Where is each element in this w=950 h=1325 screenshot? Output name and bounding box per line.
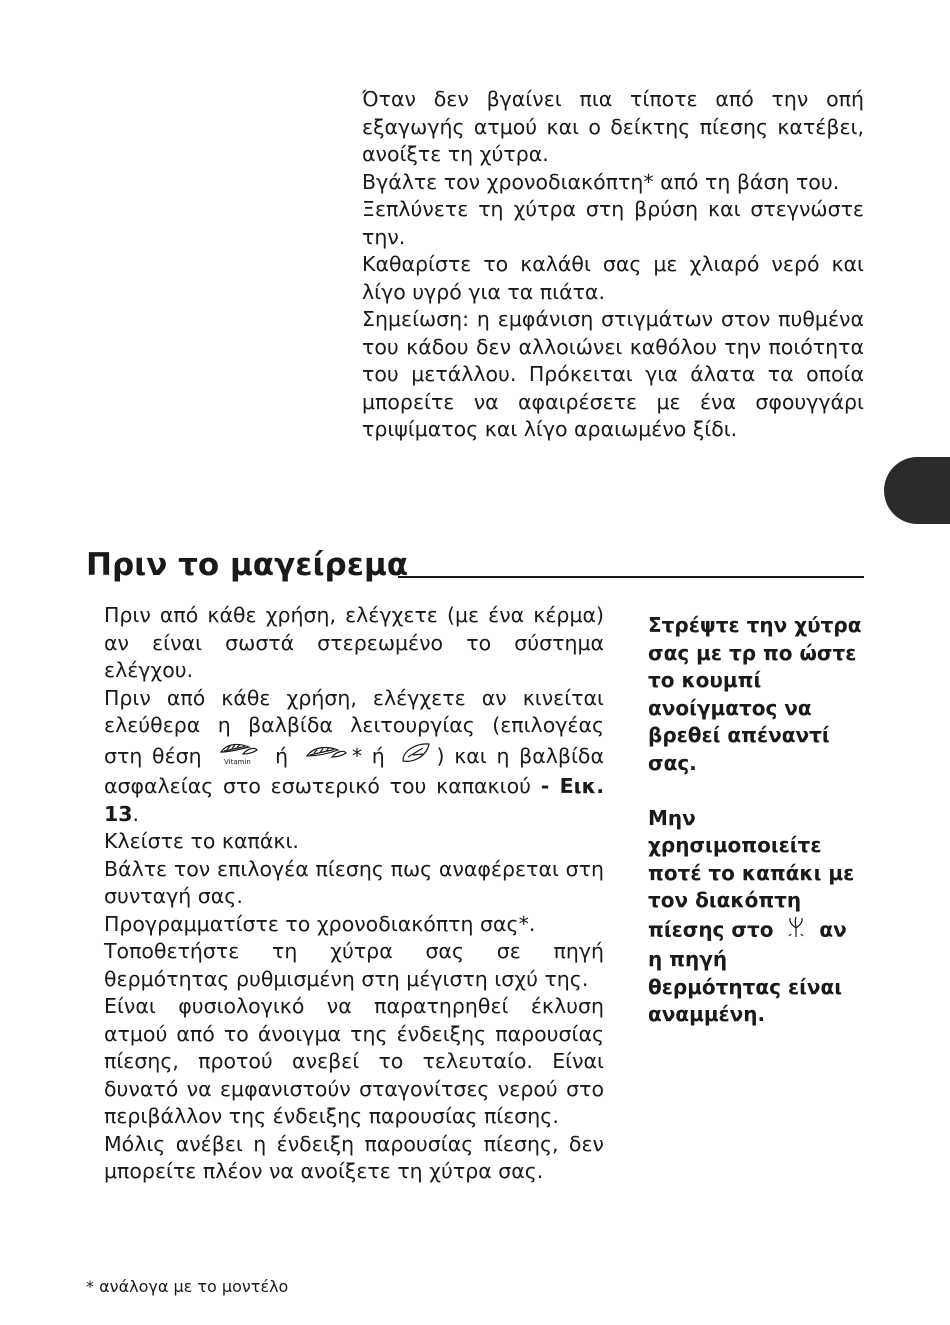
paragraph-heat-source: Τοποθετήστε τη χύτρα σας σε πηγή θερμότητας ρυθμισμένη στη μέγιστη ισχύ της. xyxy=(104,939,604,991)
heading-rule xyxy=(398,576,864,578)
paragraph-note-stains: Σημείωση: η εμφάνιση στιγμάτων στον πυθμένα του κάδου δεν αλλοιώνει καθόλου την ποιότητα του μετάλλου. Πρόκειται για άλατα τα οποία μπορείτε να αφαιρέσετε με ένα σφουγγάρι τριψίματος και λίγο αραιωμένο ξίδι. xyxy=(362,307,864,441)
vitamin-steam-icon xyxy=(215,740,261,774)
valve-text-end: ) και η βαλβίδα ασφαλείας στο εσωτερικό του καπακιού xyxy=(104,743,604,798)
warning-text-end: αν η πηγή θερμότητας είναι αναμμένη. xyxy=(648,916,847,1026)
valve-text-period: . xyxy=(132,801,140,826)
section-heading: Πριν το μαγείρεμα xyxy=(86,547,409,583)
paragraph-clean-basket: Καθαρίστε το καλάθι σας με χλιαρό νερό και λίγο υγρό για τα πιάτα. xyxy=(362,252,864,304)
side-note-warning xyxy=(648,805,863,1029)
release-steam-icon xyxy=(784,915,808,947)
or-text-2: ή xyxy=(371,743,385,768)
vitamin-label: Vitamin xyxy=(224,757,252,766)
gentle-steam-icon xyxy=(399,741,433,773)
paragraph-set-pressure: Βάλτε τον επιλογέα πίεσης πως αναφέρεται στη συνταγή σας. xyxy=(104,856,604,908)
top-text-block xyxy=(362,86,864,444)
main-text-block xyxy=(104,602,604,1186)
paragraph-rinse: Ξεπλύνετε τη χύτρα στη βρύση και στεγνώστε την. xyxy=(362,197,864,249)
paragraph-release-pressure: Όταν δεν βγαίνει πια τίποτε από την οπή εξαγωγής ατμού και ο δείκτης πίεσης κατέβει, ανοίξτε τη χύτρα. xyxy=(362,87,864,166)
side-note-gap xyxy=(648,777,863,805)
steam-icon xyxy=(302,742,348,772)
paragraph-steam-normal: Είναι φυσιολογικό να παρατηρηθεί έκλυση ατμού από το άνοιγμα της ένδειξης παρουσίας πίεσης, προτού ανεβεί το τελευταίο. Είναι δυνατό να εμφανιστούν σταγονίτσες νερού στο περιβάλλον της ένδειξης παρουσίας πίεσης. xyxy=(104,994,604,1128)
paragraph-cannot-open: Μόλις ανέβει η ένδειξη παρουσίας πίεσης, δεν μπορείτε πλέον να ανοίξετε τη χύτρα σας. xyxy=(104,1131,604,1183)
paragraph-close-lid: Κλείστε το καπάκι. xyxy=(104,829,299,853)
warning-text-start: Μην χρησιμοποιείτε ποτέ το καπάκι με τον διακόπτη πίεσης στο xyxy=(648,805,855,941)
footnote-star: * xyxy=(351,743,363,768)
chapter-tab xyxy=(884,457,950,524)
footnote: * ανάλογα με το μοντέλο xyxy=(86,1277,289,1296)
side-notes xyxy=(648,612,863,1029)
side-note-turn-cooker: Στρέψτε την χύτρα σας με τρ πο ώστε το κουμπί ανοίγματος να βρεθεί απέναντί σας. xyxy=(648,613,862,775)
paragraph-program-timer: Προγραμματίστε το χρονοδιακόπτη σας*. xyxy=(104,911,536,936)
valve-text-start: Πριν από κάθε χρήση, ελέγχετε αν κινείται ελεύθερα η βαλβίδα λειτουργίας (επιλογέας στη θέση xyxy=(104,685,604,768)
or-text-1: ή xyxy=(275,743,289,768)
paragraph-remove-timer: Βγάλτε τον χρονοδιακόπτη* από τη βάση του. xyxy=(362,169,840,194)
paragraph-check-control: Πριν από κάθε χρήση, ελέγχετε (με ένα κέρμα) αν είναι σωστά στερεωμένο το σύστημα ελέγχου. xyxy=(104,603,604,682)
figure-reference: - Εικ. 13 xyxy=(104,774,604,826)
paragraph-check-valve xyxy=(104,685,604,829)
